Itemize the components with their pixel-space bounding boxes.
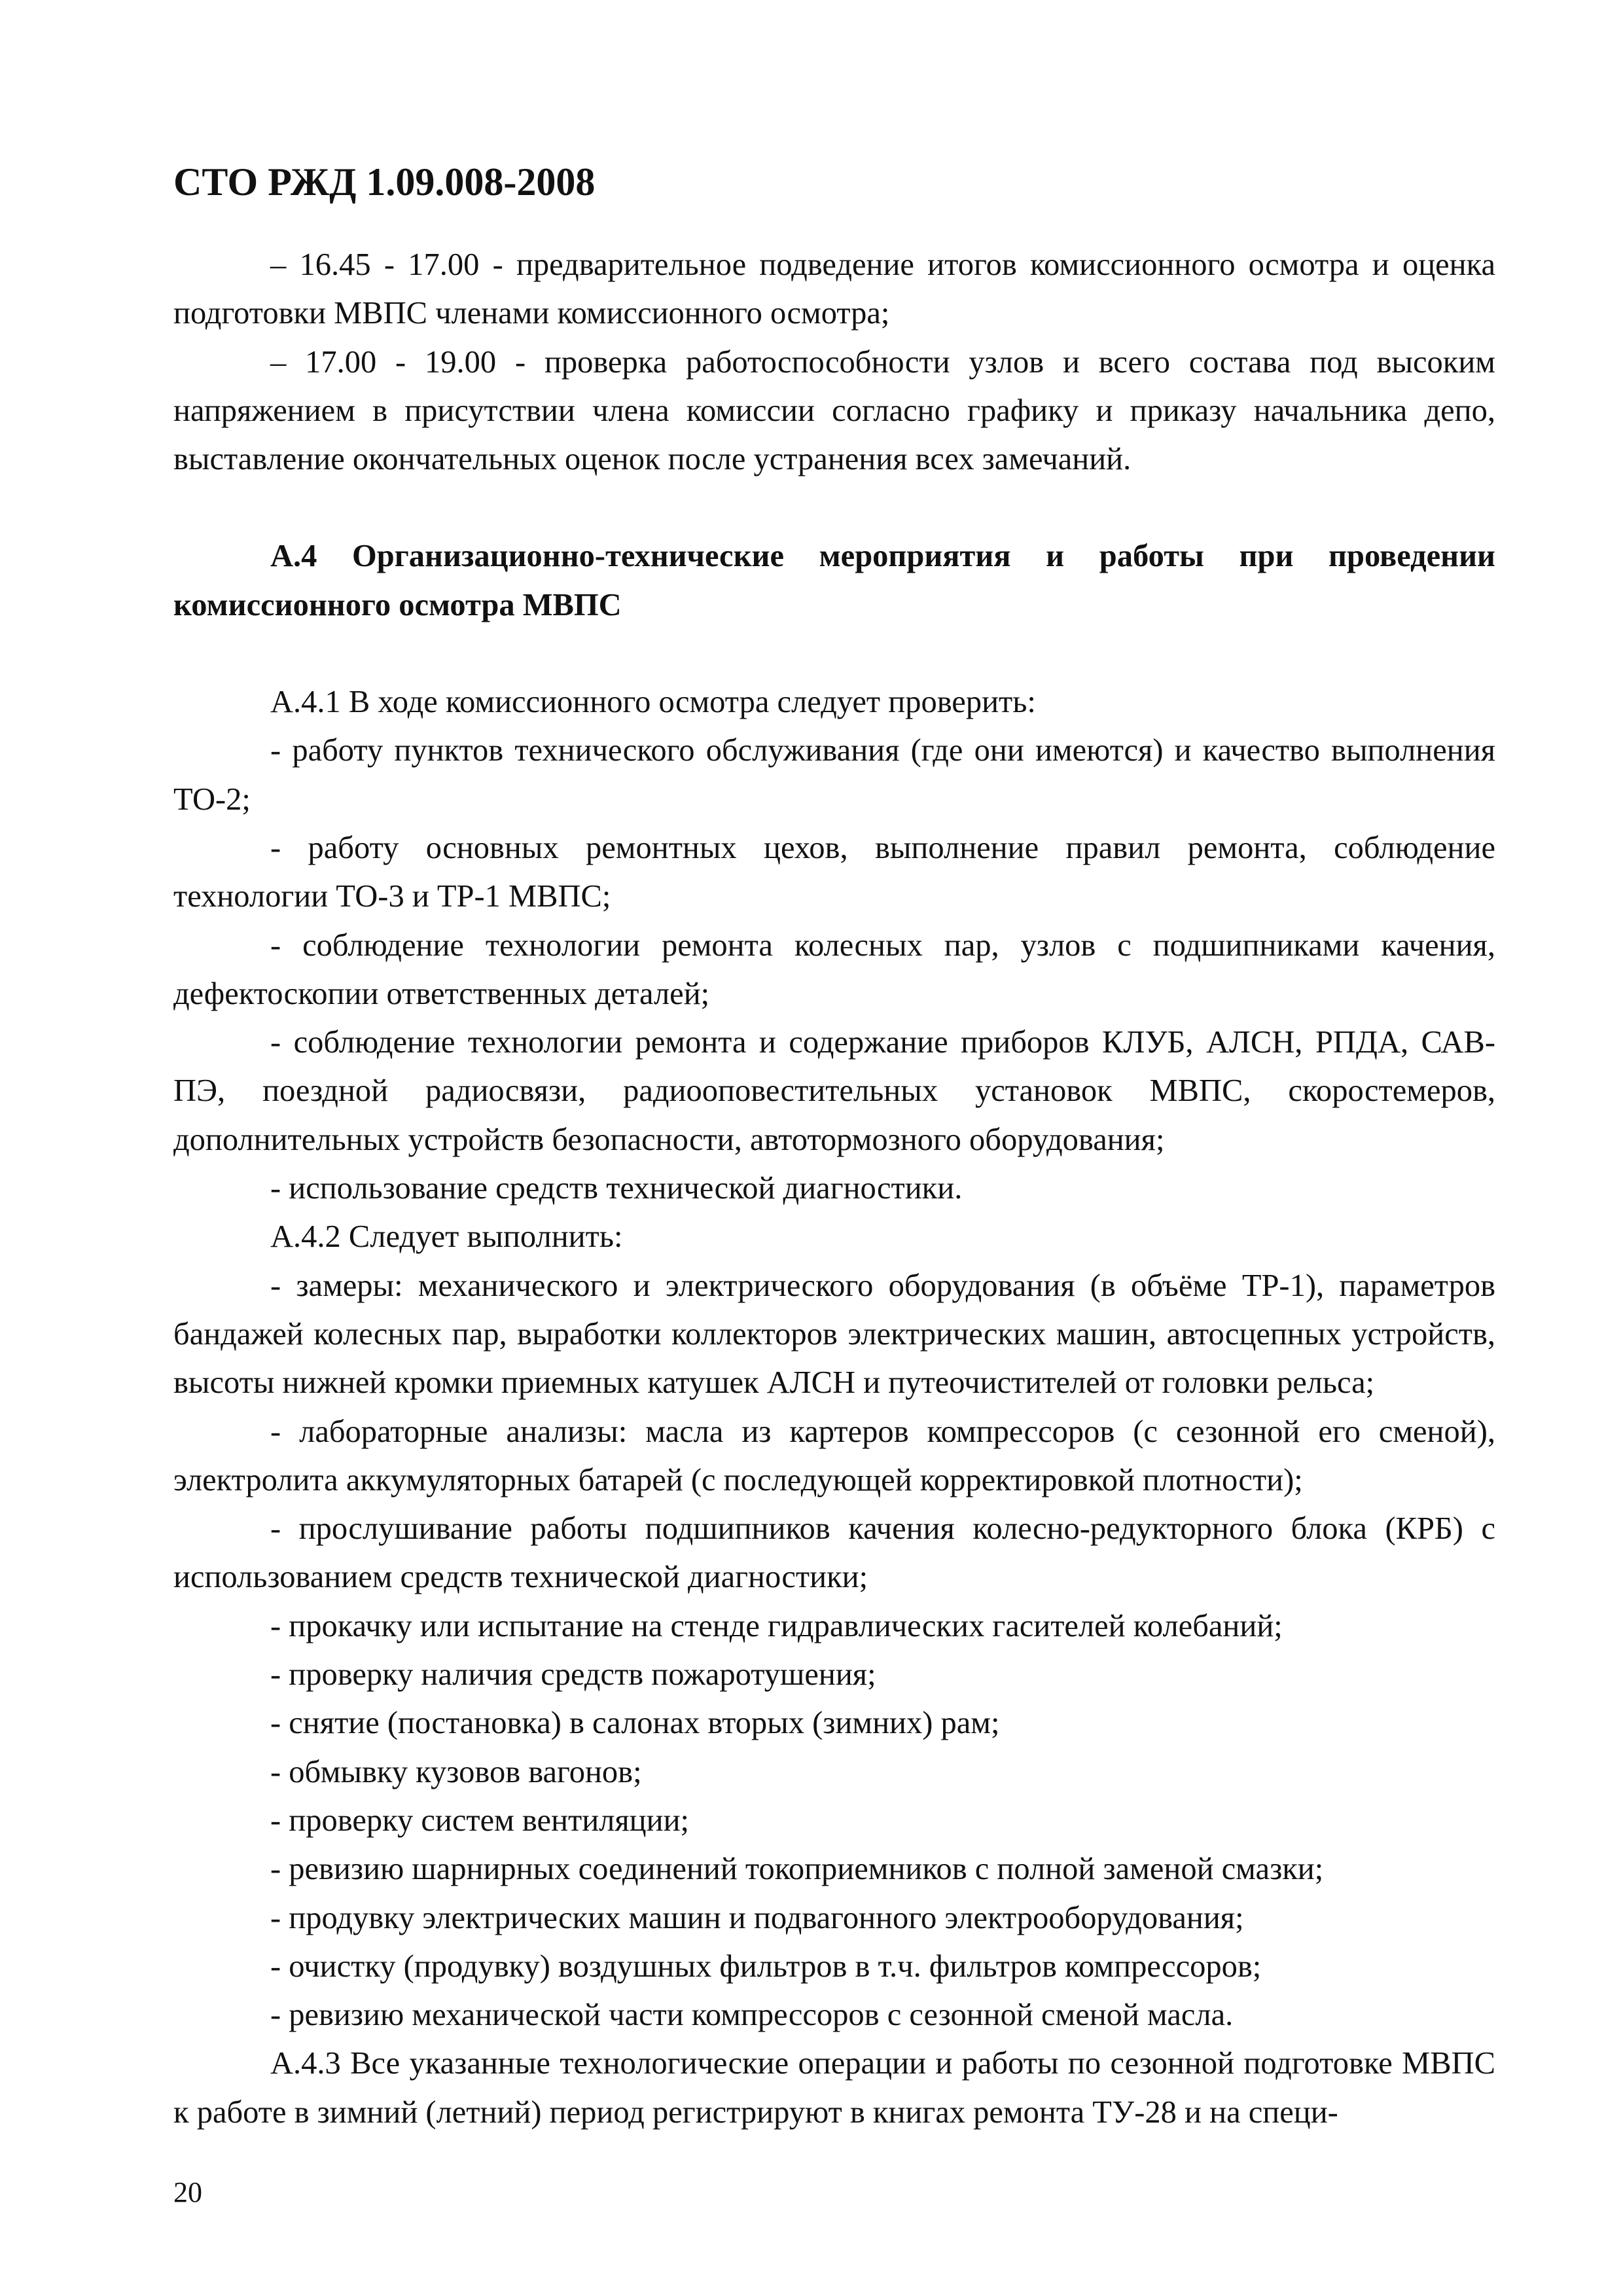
- list-item: - использование средств технической диагностики.: [270, 1171, 963, 1206]
- list-item: - замеры: механического и электрического оборудования (в объёме ТР-1), параметров бандажей колесных пар, выработки коллекторов электрических машин, автосцепных устройств, высоты нижней кромки приемных катушек АЛСН и путеочистителей от головки рельса;: [173, 1268, 1495, 1401]
- schedule-item-1645: – 16.45 - 17.00 - предварительное подведение итогов комиссионного осмотра и оценка подготовки МВПС членами комиссионного осмотра;: [173, 247, 1495, 331]
- section-heading-a4: А.4 Организационно-технические мероприятия и работы при проведении комиссионного осмотра МВПС: [173, 539, 1495, 622]
- schedule-item-1700: – 17.00 - 19.00 - проверка работоспособности узлов и всего состава под высоким напряжением в присутствии члена комиссии согласно графику и приказу начальника депо, выставление окончательных оценок после устранения всех замечаний.: [173, 344, 1495, 477]
- list-item: - обмывку кузовов вагонов;: [270, 1754, 642, 1789]
- clause-a42: А.4.2 Следует выполнить:: [270, 1219, 623, 1255]
- list-item: - снятие (постановка) в салонах вторых (зимних) рам;: [270, 1706, 1000, 1741]
- document-code-header: СТО РЖД 1.09.008-2008: [173, 160, 596, 204]
- list-item: - очистку (продувку) воздушных фильтров в т.ч. фильтров компрессоров;: [270, 1948, 1262, 1984]
- list-item: - ревизию шарнирных соединений токоприемников с полной заменой смазки;: [270, 1852, 1324, 1887]
- page-number: 20: [173, 2176, 202, 2208]
- list-item: - работу пунктов технического обслуживания (где они имеются) и качество выполнения ТО-2;: [173, 733, 1495, 817]
- list-item: - соблюдение технологии ремонта и содержание приборов КЛУБ, АЛСН, РПДА, САВ-ПЭ, поездной радиосвязи, радиооповестительных установок МВПС, скоростемеров, дополнительных устройств безопасности, автотормозного оборудования;: [173, 1025, 1495, 1157]
- list-item: - работу основных ремонтных цехов, выполнение правил ремонта, соблюдение технологии ТО-3 и ТР-1 МВПС;: [173, 830, 1495, 914]
- clause-a43: А.4.3 Все указанные технологические операции и работы по сезонной подготовке МВПС к работе в зимний (летний) период регистрируют в книгах ремонта ТУ-28 и на специ-: [173, 2046, 1495, 2130]
- list-item: - проверку систем вентиляции;: [270, 1803, 690, 1838]
- clause-a41: А.4.1 В ходе комиссионного осмотра следует проверить:: [270, 685, 1036, 720]
- list-item: - лабораторные анализы: масла из картеров компрессоров (с сезонной его сменой), электролита аккумуляторных батарей (с последующей корректировкой плотности);: [173, 1414, 1495, 1498]
- list-item: - соблюдение технологии ремонта колесных пар, узлов с подшипниками качения, дефектоскопии ответственных деталей;: [173, 927, 1495, 1011]
- document-body: [173, 241, 1495, 2137]
- list-item: - проверку наличия средств пожаротушения;: [270, 1657, 876, 1693]
- list-item: - продувку электрических машин и подвагонного электрооборудования;: [270, 1900, 1244, 1935]
- list-item: - ревизию механической части компрессоров с сезонной сменой масла.: [270, 1998, 1234, 2033]
- list-item: - прокачку или испытание на стенде гидравлических гасителей колебаний;: [270, 1608, 1283, 1643]
- list-item: - прослушивание работы подшипников качения колесно-редукторного блока (КРБ) с использованием средств технической диагностики;: [173, 1511, 1495, 1595]
